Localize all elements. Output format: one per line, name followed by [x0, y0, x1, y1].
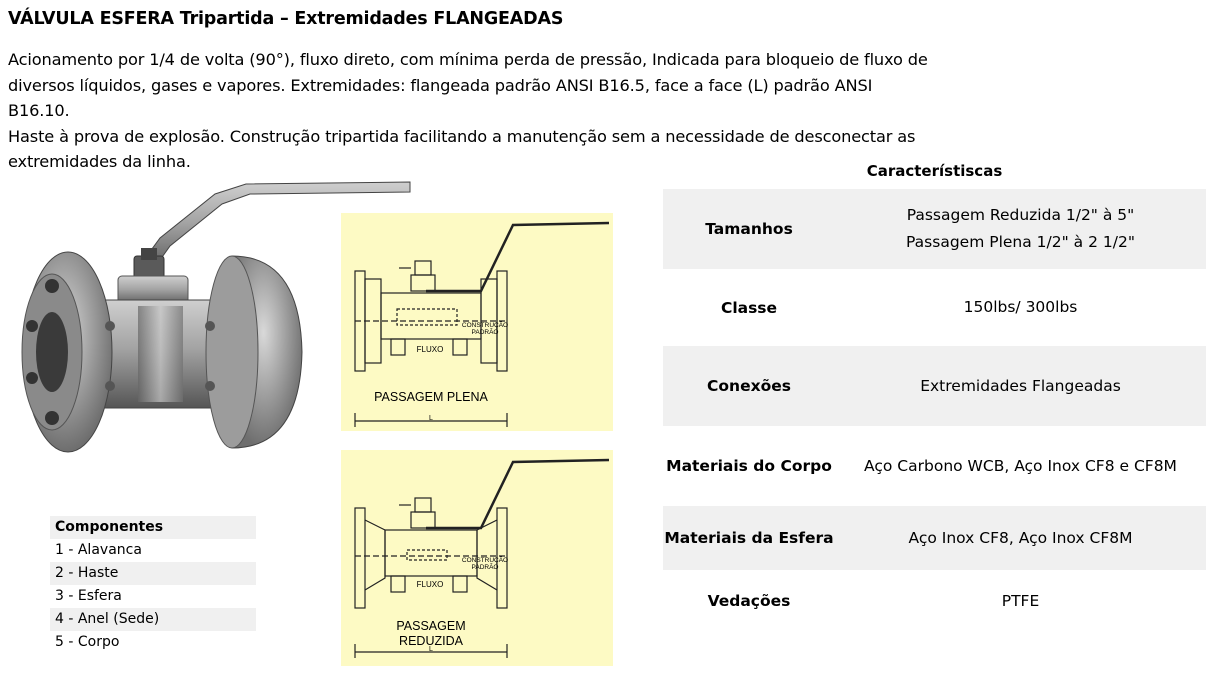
diagram-full-label: PASSAGEM PLENA [374, 390, 488, 404]
diagram-full-construction-line2: PADRÃO [471, 329, 499, 336]
spec-label: Vedações [707, 592, 791, 610]
spec-label: Tamanhos [705, 220, 793, 238]
spec-value: Extremidades Flangeadas [920, 376, 1121, 395]
diagram-reduced-label-line2: REDUZIDA [399, 634, 463, 648]
diagram-full-flow-label: FLUXO [416, 345, 444, 354]
spec-value-line: Passagem Plena 1/2" à 2 1/2" [906, 233, 1135, 251]
description-paragraph-1: Acionamento por 1/4 de volta (90°), fluxo direto, com mínima perda de pressão, Indicada para bloqueio de fluxo de diversos líquidos, gases e vapores. Extremidades: flangeada padrão ANSI B16.5, face a face (L) padrão ANSI B16.10. [8, 50, 928, 120]
components-header: Componentes [50, 516, 256, 539]
diagram-reduced-flow-label: FLUXO [416, 580, 444, 589]
component-item: 2 - Haste [50, 562, 256, 585]
spec-value: Aço Inox CF8, Aço Inox CF8M [908, 528, 1133, 547]
specs-title: Característiscas [866, 162, 1003, 180]
component-item: 4 - Anel (Sede) [50, 608, 256, 631]
components-table [50, 516, 256, 654]
diagram-reduced-label-line1: PASSAGEM [396, 619, 466, 633]
spec-row-tamanhos [663, 189, 1206, 269]
spec-label: Materiais do Corpo [666, 457, 832, 475]
description-paragraph-2: Haste à prova de explosão. Construção tripartida facilitando a manutenção sem a necessidade de desconectar as extremidades da linha. [8, 126, 916, 171]
product-description [8, 47, 938, 175]
diagram-full-construction-line1: CONSTRUÇÃO [461, 322, 509, 329]
spec-value: 150lbs/ 300lbs [963, 298, 1078, 316]
spec-value [835, 202, 1206, 256]
diagram-full-dimension-label: L [429, 415, 433, 422]
specs-table [663, 189, 1206, 632]
diagram-full-bore [341, 213, 613, 431]
spec-value: Aço Carbono WCB, Aço Inox CF8 e CF8M [864, 456, 1177, 475]
spec-row-materiais-esfera [663, 506, 1206, 570]
component-item: 5 - Corpo [55, 634, 120, 650]
spec-row-conexoes [663, 346, 1206, 426]
diagram-reduced-construction-line2: PADRÃO [471, 564, 499, 571]
spec-label: Conexões [707, 377, 791, 395]
spec-label: Materiais da Esfera [664, 529, 834, 547]
spec-row-vedacoes [663, 570, 1206, 632]
spec-row-classe [663, 269, 1206, 346]
component-item: 3 - Esfera [55, 588, 122, 604]
diagram-reduced-construction-line1: CONSTRUÇÃO [461, 557, 509, 564]
diagram-reduced-bore [341, 450, 613, 666]
page-title: VÁLVULA ESFERA Tripartida – Extremidades FLANGEADAS [8, 9, 564, 29]
component-item: 1 - Alavanca [55, 542, 142, 558]
spec-label: Classe [720, 298, 778, 317]
spec-value-line: Passagem Reduzida 1/2" à 5" [906, 206, 1135, 224]
spec-row-materiais-corpo [663, 426, 1206, 506]
diagram-reduced-dimension-label: L [429, 646, 433, 653]
spec-value: PTFE [1001, 591, 1040, 610]
